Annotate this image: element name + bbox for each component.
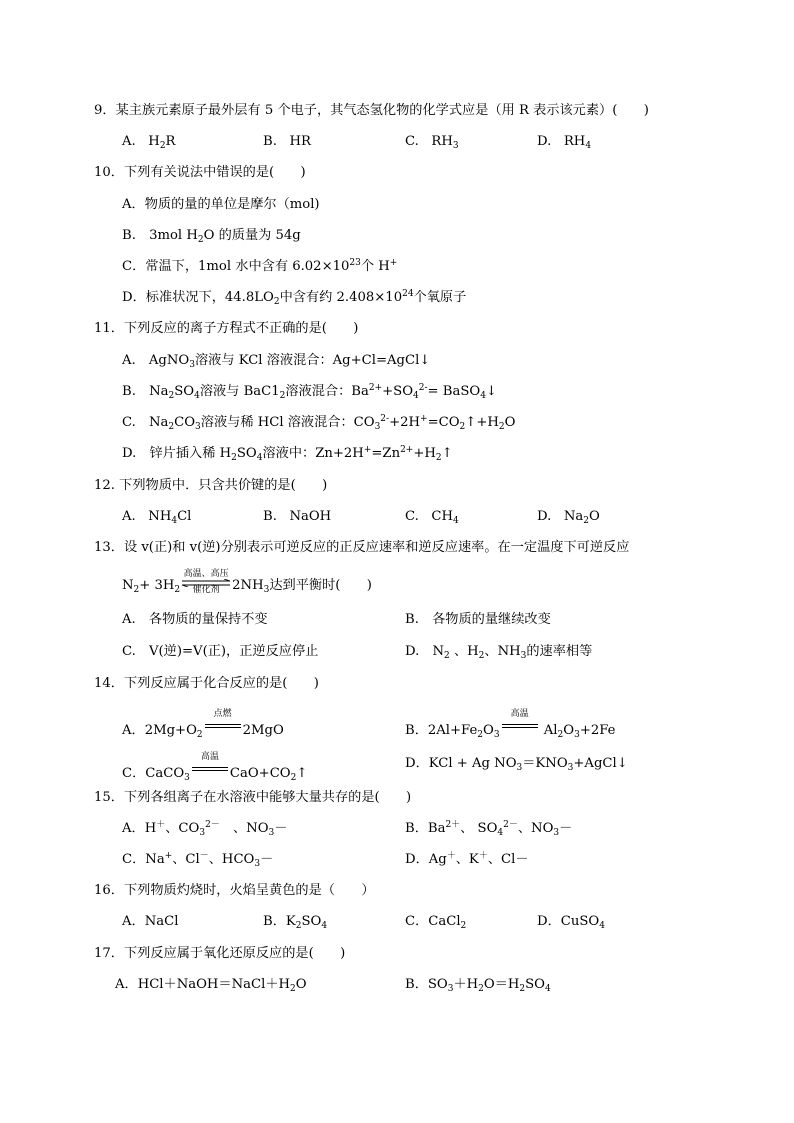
question-15-stem: 15．下列各组离子在水溶液中能够大量共存的是( )	[94, 790, 412, 805]
question-14-stem: 14．下列反应属于化合反应的是( )	[94, 676, 319, 691]
reaction-condition-icon: 点燃	[203, 714, 243, 736]
question-16-stem: 16．下列物质灼烧时，火焰呈黄色的是（ ）	[94, 883, 375, 898]
question-9-stem: 9．某主族元素原子最外层有 5 个电子，其气态氢化物的化学式应是（用 R 表示该元素）( )	[94, 103, 649, 118]
question-12-stem: 12. 下列物质中．只含共价键的是( )	[94, 478, 328, 493]
question-17-stem: 17．下列反应属于氧化还原反应的是( )	[94, 946, 346, 961]
q15-option-c: C．Na+、Cl－、$HCO_3-$	[122, 851, 274, 869]
q12-option-a: A. $NH_4Cl$	[122, 509, 192, 526]
q13-option-b: B. 各物质的量继续改变	[405, 612, 551, 627]
q12-option-b: B. NaOH	[263, 509, 332, 524]
q17-option-b: B．$SO_3+H_2O=H_2SO_4$	[405, 977, 551, 994]
reversible-arrow-icon: 高温、高压 催化剂	[183, 569, 229, 595]
q10-option-d: D．标准状况下，$44.8LO_2$中含有约 $2.408\times 10^{24}$个氧原子	[122, 289, 467, 307]
q16-option-a: A．NaCl	[122, 914, 179, 929]
q16-option-c: C．CaCl$_2$	[405, 914, 467, 931]
q17-option-a: A．$HCl+NaOH=NaCl+H_2O$	[115, 977, 307, 994]
q9-option-b: B. HR	[263, 134, 311, 149]
q11-option-b: B. $Na_2SO_4$溶液与 $BaC1_2$溶液混合：$Ba^{2+}+SO_4^{2-}=$ BaSO$_4$↓	[122, 383, 497, 401]
q9-option-d: D. $RH_4$	[537, 134, 592, 151]
question-11-stem: 11．下列反应的离子方程式不正确的是( )	[94, 321, 359, 336]
q11-option-c: C. $Na_2CO_3$溶液与稀 HCl 溶液混合：$CO_3^{2-}+2H^+=CO_2↑+H_2O$	[122, 414, 516, 432]
question-10-stem: 10．下列有关说法中错误的是( )	[94, 165, 306, 180]
q12-option-d: D. $Na_2O$	[537, 509, 600, 526]
q10-option-c: C．常温下，1mol 水中含有 $6.02\times 10^{23}$个 H+	[122, 258, 398, 274]
q11-option-a: A. AgNO$_3$溶液与 KCl 溶液混合：Ag+Cl=AgCl↓	[122, 353, 431, 370]
q13-equation: $N_2+ 3H_2$ 高温、高压 催化剂 $2NH_3$达到平衡时( )	[122, 569, 372, 595]
q13-option-d: D. $N_2$ 、$H_2$、$NH_3$的速率相等	[405, 644, 593, 661]
q16-option-d: D．CuSO$_4$	[537, 914, 605, 931]
q14-option-a: A．$2Mg+O_2$ 点燃 2MgO	[122, 709, 284, 740]
q15-option-b: B．$Ba^{2+}$、 $SO_4^{2-}$、$NO_3-$	[405, 820, 573, 838]
q10-option-a: A．物质的量的单位是摩尔（mol)	[122, 197, 320, 212]
q10-option-b: B. 3mol $H_2O$ 的质量为 54g	[122, 228, 301, 245]
q14-option-b: B．$2Al+Fe_2O_3$ 高温 $Al_2O_3+2Fe$	[405, 709, 616, 740]
q13-option-a: A. 各物质的量保持不变	[122, 612, 268, 627]
q13-option-c: C. V(逆)=V(正)，正逆反应停止	[122, 644, 319, 659]
q9-option-a: A. $H_2R$	[122, 134, 176, 151]
q14-option-c: C．CaCO$_3$ 高温 $CaO+CO_2↑$	[122, 752, 308, 783]
q15-option-d: D．Ag＋、K＋、Cl－	[405, 851, 529, 867]
question-13-stem: 13．设 v(正)和 v(逆)分别表示可逆反应的正反应速率和逆反应速率。在一定温度下可逆反应	[94, 540, 630, 555]
reaction-condition-icon: 高温	[190, 757, 230, 779]
reaction-condition-icon: 高温	[500, 714, 540, 736]
q14-option-d: D．KCl + Ag $NO_3=KNO_3+AgCl↓$	[405, 756, 628, 773]
q16-option-b: B．$K_2SO_4$	[263, 914, 328, 931]
q15-option-a: A．H＋、$CO_3^{2-}$ 、$NO_3-$	[122, 820, 288, 838]
q11-option-d: D. 锌片插入稀 $H_2SO_4$溶液中：$Zn+2H^+=Zn^{2+}+H_2↑$	[122, 445, 453, 463]
q9-option-c: C. $RH_3$	[405, 134, 459, 151]
q12-option-c: C. $CH_4$	[405, 509, 459, 526]
